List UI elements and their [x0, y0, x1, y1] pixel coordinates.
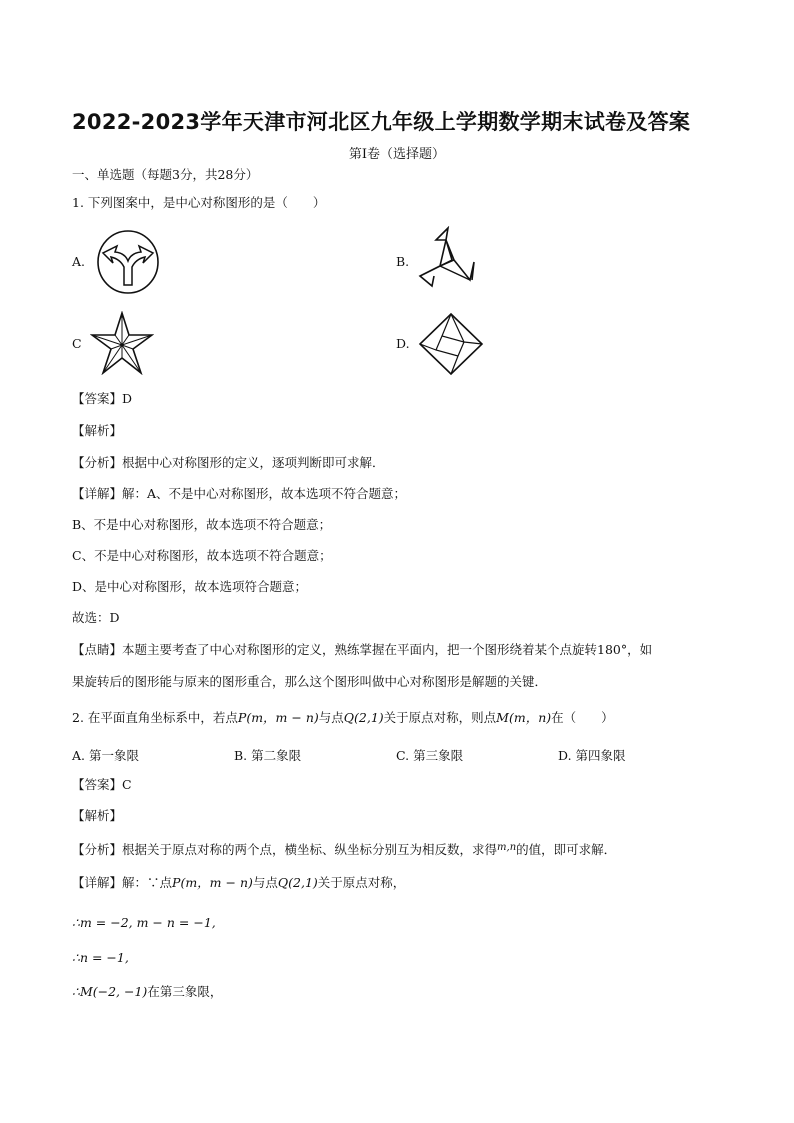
question-1-stem: 1. 下列图案中，是中心对称图形的是（ ）	[72, 195, 326, 210]
point-p: P(m，m − n)	[172, 875, 253, 890]
option-b-label: B.	[396, 254, 410, 269]
point-p: P(m，m − n)	[237, 710, 319, 725]
xiangjie-tag: 【详解】	[72, 486, 123, 501]
q2-xiangjie	[72, 875, 405, 891]
answer-value: D	[122, 391, 133, 406]
q1-xiangjie	[72, 486, 406, 502]
stem-text: 与点	[318, 710, 344, 725]
q2-option-a: A. 第一象限	[72, 748, 139, 763]
figure-b-pinwheel	[418, 226, 488, 292]
q1-dianjing	[72, 642, 652, 658]
option-d-label: D.	[396, 336, 410, 351]
q2-option-c: C. 第三象限	[396, 748, 464, 763]
q2-step-2: ∴n = −1,	[72, 950, 129, 965]
q1-line-d: D、是中心对称图形，故本选项符合题意；	[72, 579, 308, 594]
point-m-value: ∴M(−2, −1)	[72, 984, 148, 999]
variables-mn: m,n	[497, 842, 517, 853]
stem-text: 2. 在平面直角坐标系中，若点	[72, 710, 238, 725]
q1-dianjing-cont: 果旋转后的图形能与原来的图形重合，那么这个图形叫做中心对称图形是解题的关键．	[72, 674, 548, 689]
q2-step-3	[72, 984, 222, 1000]
figure-a-circle-arrows	[95, 229, 161, 295]
fenxi-text: 的值，即可求解．	[516, 842, 617, 857]
question-2-stem	[72, 710, 614, 726]
q2-answer	[72, 777, 132, 793]
fenxi-text: 根据关于原点对称的两个点，横坐标、纵坐标分别互为相反数，求得	[122, 842, 498, 857]
xiangjie-text: 解：A、不是中心对称图形，故本选项不符合题意；	[122, 486, 407, 501]
section-heading: 一、单选题（每题3分，共28分）	[72, 167, 259, 182]
xiangjie-text: 关于原点对称，	[317, 875, 406, 890]
q1-answer	[72, 391, 132, 407]
answer-value: C	[122, 777, 132, 792]
fenxi-tag: 【分析】	[72, 842, 123, 857]
q2-option-d: D. 第四象限	[558, 748, 626, 763]
q2-option-b: B. 第二象限	[234, 748, 302, 763]
xiangjie-text: 与点	[252, 875, 278, 890]
dianjing-tag: 【点睛】	[72, 642, 123, 657]
point-q: Q(2,1)	[277, 875, 318, 890]
answer-tag: 【答案】	[72, 777, 123, 792]
point-q: Q(2,1)	[343, 710, 384, 725]
option-a-label: A.	[72, 254, 86, 269]
stem-text: 在（ ）	[551, 710, 614, 725]
q1-analysis-tag: 【解析】	[72, 423, 123, 438]
q1-line-c: C、不是中心对称图形，故本选项不符合题意；	[72, 548, 332, 563]
answer-tag: 【答案】	[72, 391, 123, 406]
q1-line-b: B、不是中心对称图形，故本选项不符合题意；	[72, 517, 332, 532]
q1-conclusion: 故选：D	[72, 610, 120, 625]
figure-c-star	[90, 311, 154, 375]
stem-text: 关于原点对称，则点	[383, 710, 497, 725]
point-m: M(m，n)	[496, 710, 552, 725]
figure-d-square-pinwheel	[418, 312, 484, 376]
part-heading: 第Ⅰ卷（选择题）	[348, 147, 446, 162]
document-title: 2022-2023学年天津市河北区九年级上学期数学期末试卷及答案	[72, 110, 691, 134]
q2-fenxi	[72, 840, 616, 858]
q1-fenxi	[72, 455, 385, 471]
fenxi-tag: 【分析】	[72, 455, 123, 470]
xiangjie-tag: 【详解】	[72, 875, 123, 890]
q2-analysis-tag: 【解析】	[72, 808, 123, 823]
q2-step-1: ∴m = −2, m − n = −1,	[72, 915, 216, 930]
option-c-label: C	[72, 336, 82, 351]
fenxi-text: 根据中心对称图形的定义，逐项判断即可求解．	[122, 455, 385, 470]
xiangjie-text: 解：∵点	[122, 875, 173, 890]
step-text: 在第三象限，	[147, 984, 223, 999]
dianjing-text: 本题主要考查了中心对称图形的定义，熟练掌握在平面内，把一个图形绕着某个点旋转180°，如	[122, 642, 653, 657]
